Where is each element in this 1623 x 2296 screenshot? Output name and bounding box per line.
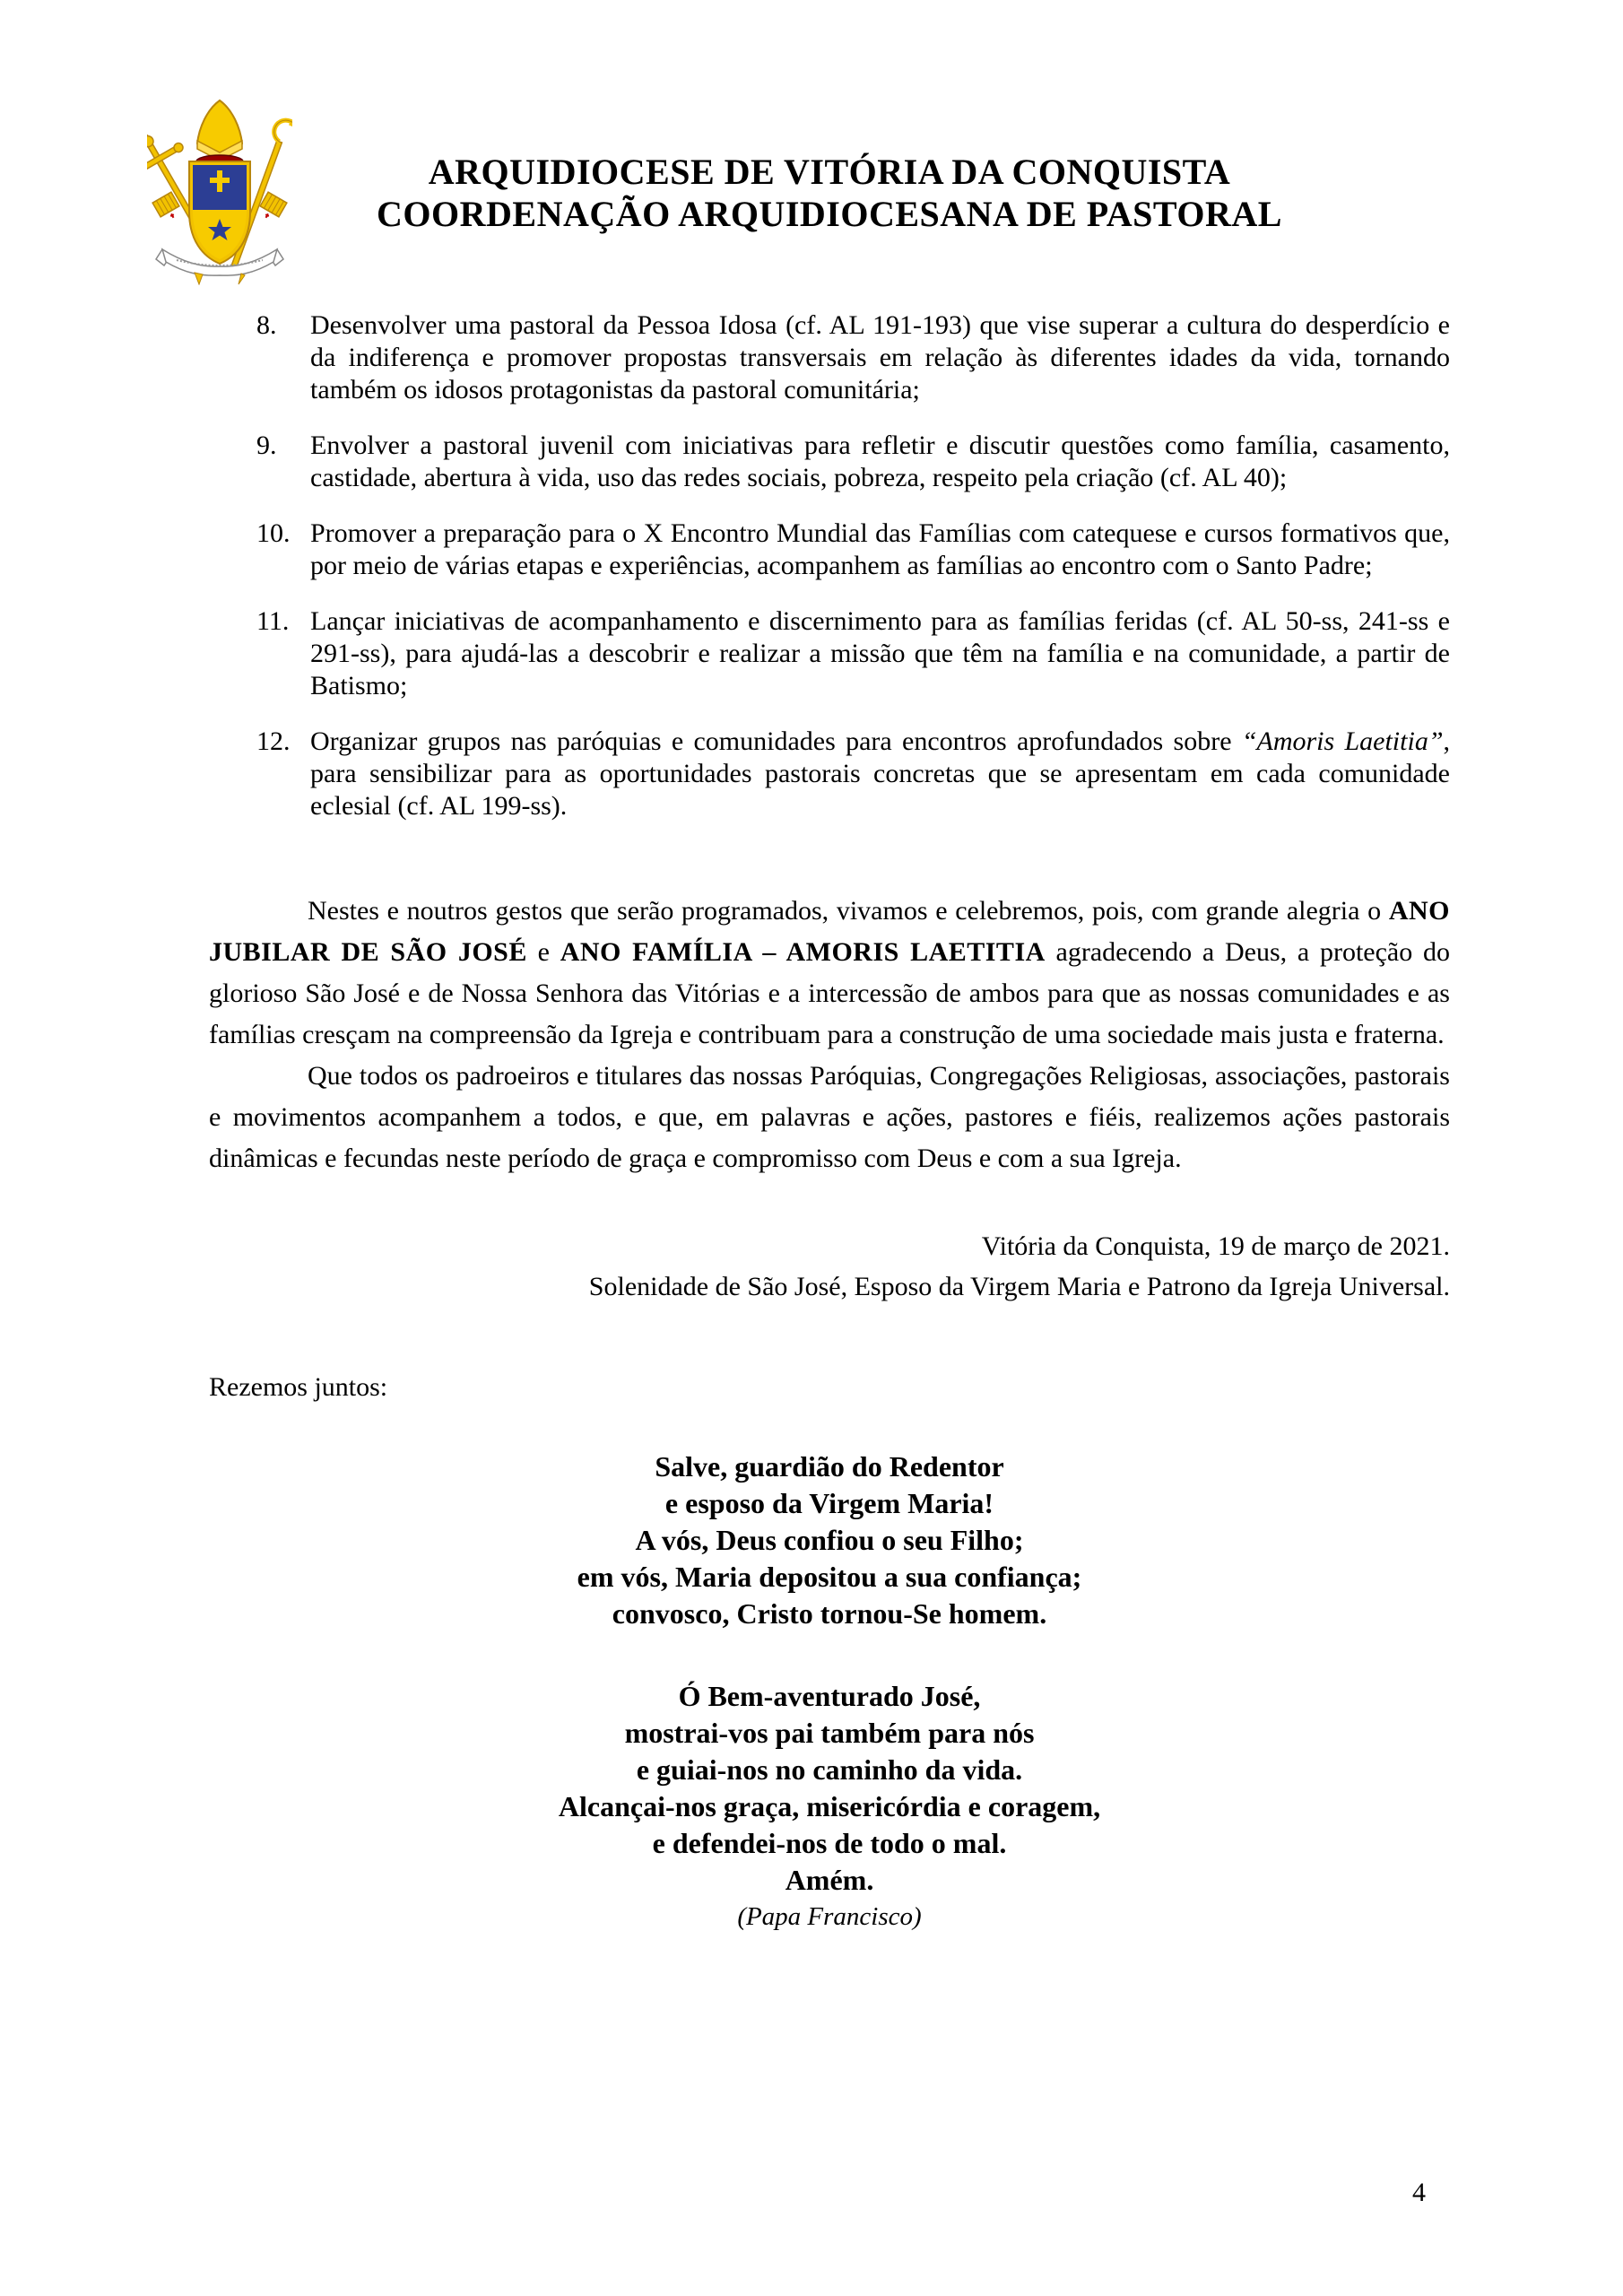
prayer-line: Amém. xyxy=(785,1864,874,1896)
prayer-line: A vós, Deus confiou o seu Filho; xyxy=(635,1524,1024,1556)
prayer-line: mostrai-vos pai também para nós xyxy=(624,1717,1035,1749)
goal-item-11 xyxy=(209,605,1450,702)
dateline xyxy=(209,1226,1450,1307)
prayer-line: e guiai-nos no caminho da vida. xyxy=(636,1753,1023,1786)
paragraph-2: Que todos os padroeiros e titulares das nossas Paróquias, Congregações Religiosas, associações, pastorais e movimentos acompanhem a todos, e que, em palavras e ações, pastores e fiéis, realizemos ações pastorais dinâmicas e fecundas neste período de graça e compromisso com Deus e com a sua Igreja. xyxy=(209,1061,1450,1173)
list-item-text: Promover a preparação para o X Encontro Mundial das Famílias com catequese e cursos formativos que, por meio de várias etapas e experiências, acompanhem as famílias ao encontro com o Santo Padre; xyxy=(310,518,1450,580)
prayer-line: e defendei-nos de todo o mal. xyxy=(652,1827,1007,1859)
prayer-attribution: (Papa Francisco) xyxy=(737,1902,922,1931)
mitre-icon xyxy=(197,100,242,161)
coat-of-arms-logo xyxy=(147,97,292,285)
paragraph-text: Nestes e noutros gestos que serão programados, vivamos e celebremos, pois, com grande alegria o xyxy=(308,896,1389,926)
ano-jubilar-bold: ANO JUBILAR DE SÃO JOSÉ xyxy=(209,896,1450,967)
prayer-line: e esposo da Virgem Maria! xyxy=(664,1487,994,1519)
list-item-number: 11. xyxy=(256,606,290,636)
prayer-line: convosco, Cristo tornou-Se homem. xyxy=(612,1597,1047,1630)
closing-paragraphs xyxy=(209,891,1450,1179)
amoris-laetitia-italic: “Amoris Laetitia” xyxy=(1241,726,1444,756)
prayer-line: em vós, Maria depositou a sua confiança; xyxy=(577,1561,1082,1593)
prayer-stanza-2 xyxy=(209,1678,1450,1899)
list-item-number: 10. xyxy=(256,518,291,548)
paragraph-text: e xyxy=(526,937,560,967)
document-header xyxy=(209,0,1450,235)
goal-item-12 xyxy=(209,726,1450,822)
goals-list xyxy=(209,309,1450,822)
dateline-solemnity: Solenidade de São José, Esposo da Virgem Maria e Patrono da Igreja Universal. xyxy=(588,1272,1450,1301)
goal-item-9 xyxy=(209,430,1450,494)
list-item-number: 9. xyxy=(256,430,277,460)
list-item-number: 8. xyxy=(256,310,277,340)
header-line1: ARQUIDIOCESE DE VITÓRIA DA CONQUISTA xyxy=(428,152,1231,192)
paragraph-1 xyxy=(209,891,1450,1056)
list-item-number: 12. xyxy=(256,726,291,756)
list-item-text: Lançar iniciativas de acompanhamento e discernimento para as famílias feridas (cf. AL 50-ss, 241-ss e 291-ss), para ajudá-las a descobrir e realizar a missão que têm na família e na comunidade, a partir de Batismo; xyxy=(310,606,1450,700)
list-item-text: Envolver a pastoral juvenil com iniciativas para refletir e discutir questões como família, casamento, castidade, abertura à vida, uso das redes sociais, pobreza, respeito pela criação (cf. AL 40); xyxy=(310,430,1450,492)
ano-familia-bold: ANO FAMÍLIA – AMORIS LAETITIA xyxy=(560,937,1046,967)
list-item-text: Organizar grupos nas paróquias e comunidades para encontros aprofundados sobre xyxy=(310,726,1242,756)
prayer-stanza-1 xyxy=(209,1448,1450,1632)
list-item-text: Desenvolver uma pastoral da Pessoa Idosa (cf. AL 191-193) que vise superar a cultura do desperdício e da indiferença e promover propostas transversais em relação às diferentes idades da vida, tornando também os idosos protagonistas da pastoral comunitária; xyxy=(310,310,1450,404)
list-item-text: , para sensibilizar para as oportunidades pastorais concretas que se apresentam em cada comunidade eclesial (cf. AL 199-ss). xyxy=(310,726,1450,821)
dateline-place-date: Vitória da Conquista, 19 de março de 2021. xyxy=(981,1231,1450,1261)
prayer-line: Salve, guardião do Redentor xyxy=(655,1450,1004,1483)
goal-item-10 xyxy=(209,517,1450,582)
header-line2: COORDENAÇÃO ARQUIDIOCESANA DE PASTORAL xyxy=(377,194,1282,234)
prayer-line: Alcançai-nos graça, misericórdia e coragem, xyxy=(558,1790,1101,1822)
prayer-line: Ó Bem-aventurado José, xyxy=(678,1680,981,1712)
document-body xyxy=(209,309,1450,1935)
goal-item-8 xyxy=(209,309,1450,406)
prayer-intro: Rezemos juntos: xyxy=(209,1372,388,1402)
paragraph-text: agradecendo a Deus, a proteção do glorioso São José e de Nossa Senhora das Vitórias e a intercessão de ambos para que as nossas comunidades e as famílias cresçam na compreensão da Igreja e contribuam para a construção de uma sociedade mais justa e fraterna. xyxy=(209,937,1450,1049)
page-number: 4 xyxy=(1412,2178,1426,2207)
